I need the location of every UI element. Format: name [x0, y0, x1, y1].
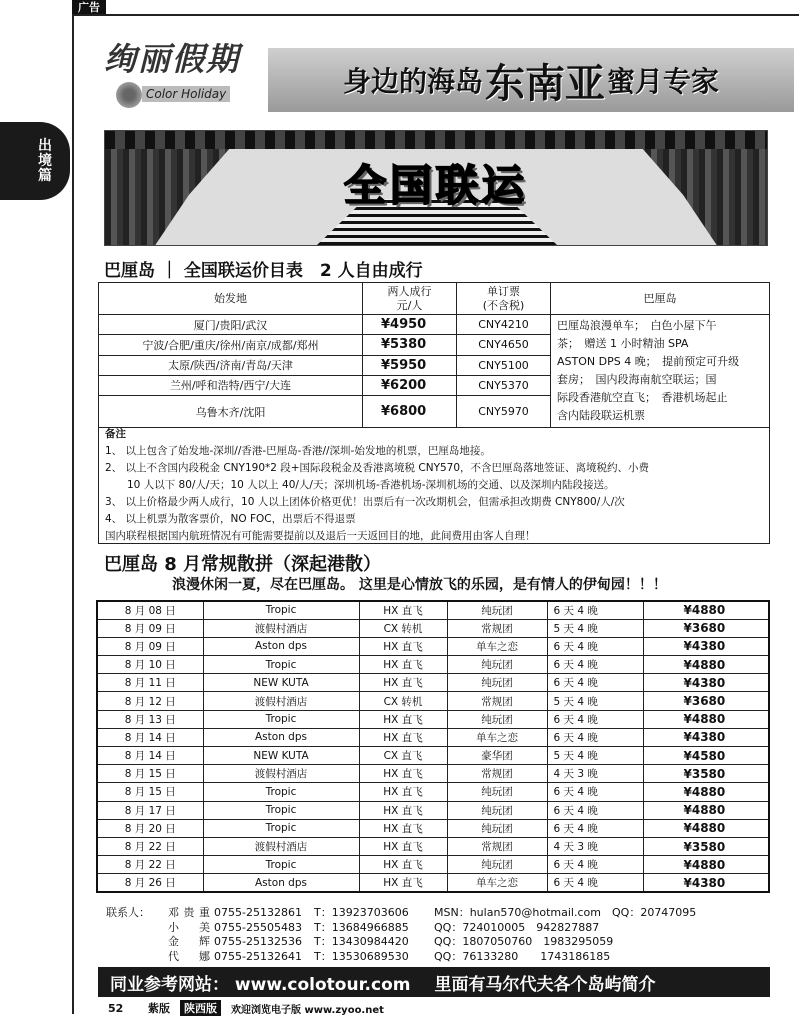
hotel-cell: 渡假村酒店 — [203, 619, 359, 637]
contact-mobile: T：13684966885 — [314, 920, 409, 934]
date-cell: 8 月 22 日 — [97, 856, 203, 874]
tour-type-cell: 纯玩团 — [447, 601, 547, 619]
tour-price-cell: ¥4880 — [643, 601, 769, 619]
page-footer — [108, 1000, 384, 1016]
price-cell: ¥6800 — [363, 396, 457, 428]
remark-line: 2、 以上不含国内段税金 CNY190*2 段+国际段税金及香港离境税 CNY570，不含巴厘岛落地签证、离境税约、小费 — [105, 462, 650, 474]
remark-line: 国内联程根据国内航班情况有可能需要提前以及退后一天返回目的地，此间费用由客人自理！ — [105, 530, 536, 542]
origin-cell: 厦门/贵阳/武汉 — [99, 315, 363, 335]
date-cell: 8 月 12 日 — [97, 692, 203, 710]
tour-type-cell: 纯玩团 — [447, 656, 547, 674]
hotel-cell: Tropic — [203, 783, 359, 801]
edition-label: 紫版 — [148, 1002, 170, 1015]
flight-cell: HX 直飞 — [359, 710, 447, 728]
hotel-cell: 渡假村酒店 — [203, 765, 359, 783]
footer-promo: 里面有马尔代夫各个岛屿简介 — [434, 974, 656, 995]
table-row — [97, 801, 769, 819]
date-cell: 8 月 15 日 — [97, 765, 203, 783]
tour-price-cell: ¥4380 — [643, 637, 769, 655]
note-line: 茶； 赠送 1 小时精油 SPA — [557, 337, 689, 350]
hotel-cell: Tropic — [203, 856, 359, 874]
duration-cell: 6 天 4 晚 — [547, 656, 643, 674]
col-header-ticket-l1: 单订票 — [487, 284, 520, 298]
origin-cell: 宁波/合肥/重庆/徐州/南京/成都/郑州 — [99, 335, 363, 355]
tour-price-cell: ¥4880 — [643, 801, 769, 819]
tour-type-cell: 纯玩团 — [447, 710, 547, 728]
flight-cell: HX 直飞 — [359, 874, 447, 892]
duration-cell: 6 天 4 晚 — [547, 801, 643, 819]
tour-type-cell: 纯玩团 — [447, 783, 547, 801]
flight-cell: CX 转机 — [359, 692, 447, 710]
side-tab-char: 篇 — [38, 167, 52, 184]
note-line: 巴厘岛浪漫单车； 白色小屋下午 — [557, 319, 717, 332]
contact-qq: QQ：20747095 — [612, 906, 697, 919]
col-header-price — [363, 283, 457, 315]
slogan-part: 蜜月专家 — [607, 65, 720, 98]
tour-price-cell: ¥4380 — [643, 674, 769, 692]
hotel-cell: NEW KUTA — [203, 747, 359, 765]
contact-row — [106, 950, 696, 965]
flight-cell: HX 直飞 — [359, 801, 447, 819]
tour-price-cell: ¥4880 — [643, 710, 769, 728]
contact-row — [106, 921, 696, 936]
date-cell: 8 月 22 日 — [97, 837, 203, 855]
package-notes — [551, 315, 770, 428]
page-number: 52 — [108, 1001, 124, 1015]
tour-price-cell: ¥4380 — [643, 874, 769, 892]
brand-logo — [94, 30, 254, 116]
edition-badge: 陕西版 — [180, 1000, 221, 1016]
origin-cell: 乌鲁木齐/沈阳 — [99, 396, 363, 428]
section-heading-price-list: 巴厘岛 ｜ 全国联运价目表 2 人自由成行 — [104, 261, 423, 281]
table-row — [97, 674, 769, 692]
slogan-highlight: 东南亚 — [485, 60, 605, 107]
price-cell: ¥6200 — [363, 375, 457, 395]
section-side-tab — [0, 122, 70, 200]
tour-slogan: 浪漫休闲一夏，尽在巴厘岛。 这里是心情放飞的乐园，是有情人的伊甸园！！！ — [172, 577, 667, 593]
contact-name: 代娜 — [168, 949, 210, 963]
logo-chinese-name: 绚丽假期 — [104, 40, 241, 78]
duration-cell: 5 天 4 晚 — [547, 619, 643, 637]
table-row — [97, 874, 769, 892]
tour-price-cell: ¥4880 — [643, 856, 769, 874]
remark-line: 3、 以上价格最少两人成行，10 人以上团体价格更优！出票后有一次改期机会，但需承担改期费 CNY800/人/次 — [105, 496, 625, 508]
e-edition-promo: 欢迎浏览电子版 www.zyoo.net — [231, 1004, 384, 1016]
duration-cell: 6 天 4 晚 — [547, 637, 643, 655]
duration-cell: 4 天 3 晚 — [547, 837, 643, 855]
contact-im: QQ：724010005 942827887 — [434, 920, 600, 934]
slogan-bar — [268, 48, 794, 112]
date-cell: 8 月 09 日 — [97, 637, 203, 655]
price-cell: ¥5950 — [363, 355, 457, 375]
date-cell: 8 月 15 日 — [97, 783, 203, 801]
remark-line: 1、 以上包含了始发地-深圳//香港-巴厘岛-香港//深圳-始发地的机票，巴厘岛地接。 — [105, 445, 491, 457]
origin-cell: 兰州/呼和浩特/西宁/大连 — [99, 375, 363, 395]
heart-icon — [116, 82, 142, 108]
curtain-valance — [105, 131, 767, 149]
ad-header — [88, 20, 794, 120]
contact-row — [106, 935, 696, 950]
duration-cell: 6 天 4 晚 — [547, 783, 643, 801]
hotel-cell: 渡假村酒店 — [203, 837, 359, 855]
contact-im: MSN：hulan570@hotmail.com — [434, 906, 601, 919]
remark-line: 10 人以下 80/人/天；10 人以上 40/人/天；深圳机场-香港机场-深圳机场的交通、以及深圳内陆段接送。 — [127, 479, 615, 491]
table-row — [97, 728, 769, 746]
footer-website-bar — [98, 967, 770, 997]
col-header-origin: 始发地 — [99, 283, 363, 315]
flight-cell: HX 直飞 — [359, 674, 447, 692]
price-cell: ¥4950 — [363, 315, 457, 335]
tour-price-cell: ¥4580 — [643, 747, 769, 765]
date-cell: 8 月 08 日 — [97, 601, 203, 619]
hotel-cell: Tropic — [203, 601, 359, 619]
flight-cell: HX 直飞 — [359, 601, 447, 619]
flight-cell: HX 直飞 — [359, 856, 447, 874]
tour-type-cell: 纯玩团 — [447, 819, 547, 837]
hotel-cell: NEW KUTA — [203, 674, 359, 692]
date-cell: 8 月 26 日 — [97, 874, 203, 892]
ticket-cell: CNY5370 — [457, 375, 551, 395]
tour-type-cell: 单车之恋 — [447, 874, 547, 892]
hotel-cell: 渡假村酒店 — [203, 692, 359, 710]
date-cell: 8 月 17 日 — [97, 801, 203, 819]
table-row — [97, 710, 769, 728]
contact-mobile: T：13430984420 — [314, 935, 409, 948]
side-tab-char: 境 — [38, 152, 52, 169]
contact-label: 联系人： — [106, 906, 150, 919]
hotel-cell: Aston dps — [203, 637, 359, 655]
stage-banner — [104, 130, 768, 246]
table-row — [97, 637, 769, 655]
date-cell: 8 月 20 日 — [97, 819, 203, 837]
price-cell: ¥5380 — [363, 335, 457, 355]
table-row — [97, 692, 769, 710]
duration-cell: 6 天 4 晚 — [547, 874, 643, 892]
date-cell: 8 月 14 日 — [97, 747, 203, 765]
flight-cell: HX 直飞 — [359, 783, 447, 801]
duration-cell: 6 天 4 晚 — [547, 674, 643, 692]
contact-phone: 0755-25505483 — [214, 920, 302, 934]
logo-english-name: Color Holiday — [142, 86, 230, 102]
table-row — [97, 619, 769, 637]
tour-type-cell: 豪华团 — [447, 747, 547, 765]
tour-price-cell: ¥4880 — [643, 819, 769, 837]
table-row — [99, 315, 770, 335]
contact-im: QQ：1807050760 1983295059 — [434, 935, 614, 948]
table-row — [97, 747, 769, 765]
tour-price-cell: ¥4880 — [643, 656, 769, 674]
note-line: ASTON DPS 4 晚； 提前预定可升级 — [557, 355, 740, 368]
hotel-cell: Tropic — [203, 819, 359, 837]
contact-row — [106, 906, 696, 921]
flight-cell: HX 直飞 — [359, 837, 447, 855]
col-header-ticket — [457, 283, 551, 315]
flight-cell: HX 直飞 — [359, 765, 447, 783]
origin-cell: 太原/陕西/济南/青岛/天津 — [99, 355, 363, 375]
remarks-title: 备注 — [105, 428, 126, 440]
tour-price-cell: ¥3680 — [643, 619, 769, 637]
tour-type-cell: 纯玩团 — [447, 674, 547, 692]
date-cell: 8 月 11 日 — [97, 674, 203, 692]
date-cell: 8 月 09 日 — [97, 619, 203, 637]
hotel-cell: Aston dps — [203, 728, 359, 746]
flight-cell: HX 直飞 — [359, 656, 447, 674]
note-line: 际段香港航空直飞； 香港机场起止 — [557, 391, 728, 404]
table-row — [97, 765, 769, 783]
hotel-cell: Tropic — [203, 656, 359, 674]
col-header-bali: 巴厘岛 — [551, 283, 770, 315]
price-table — [98, 282, 770, 428]
duration-cell: 6 天 4 晚 — [547, 819, 643, 837]
tour-type-cell: 常规团 — [447, 765, 547, 783]
duration-cell: 6 天 4 晚 — [547, 710, 643, 728]
tour-type-cell: 单车之恋 — [447, 728, 547, 746]
tour-type-cell: 纯玩团 — [447, 856, 547, 874]
flight-cell: CX 直飞 — [359, 747, 447, 765]
ad-tag: 广告 — [72, 0, 106, 16]
date-cell: 8 月 14 日 — [97, 728, 203, 746]
duration-cell: 5 天 4 晚 — [547, 747, 643, 765]
section-heading-august-tours: 巴厘岛 8 月常规散拼（深起港散） — [104, 554, 382, 575]
contact-phone: 0755-25132641 — [214, 949, 302, 963]
hotel-cell: Tropic — [203, 710, 359, 728]
tour-type-cell: 常规团 — [447, 619, 547, 637]
contact-phone: 0755-25132536 — [214, 935, 302, 948]
ticket-cell: CNY5100 — [457, 355, 551, 375]
table-row — [97, 783, 769, 801]
tour-type-cell: 常规团 — [447, 692, 547, 710]
table-row — [97, 656, 769, 674]
note-line: 套房； 国内段海南航空联运；国 — [557, 373, 717, 386]
tour-price-cell: ¥3580 — [643, 837, 769, 855]
tour-type-cell: 单车之恋 — [447, 637, 547, 655]
col-header-ticket-l2: (不含税) — [482, 298, 525, 312]
tour-price-cell: ¥3580 — [643, 765, 769, 783]
contact-name: 邓贵重 — [168, 906, 210, 919]
ticket-cell: CNY4650 — [457, 335, 551, 355]
table-row — [97, 856, 769, 874]
table-row — [97, 601, 769, 619]
col-header-price-l2: 元/人 — [396, 298, 423, 312]
slogan-part: 身边的海岛 — [342, 65, 483, 98]
duration-cell: 6 天 4 晚 — [547, 728, 643, 746]
contact-list — [106, 906, 696, 964]
tour-price-cell: ¥3680 — [643, 692, 769, 710]
note-line: 含内陆段联运机票 — [557, 409, 645, 422]
hotel-cell: Aston dps — [203, 874, 359, 892]
side-tab-char: 出 — [38, 137, 52, 154]
date-cell: 8 月 10 日 — [97, 656, 203, 674]
remark-line: 4、 以上机票为散客票价，NO FOC，出票后不得退票 — [105, 513, 356, 525]
contact-mobile: T：13530689530 — [314, 949, 409, 963]
remarks-box — [98, 424, 770, 544]
tour-price-cell: ¥4880 — [643, 783, 769, 801]
flight-cell: HX 直飞 — [359, 819, 447, 837]
ticket-cell: CNY4210 — [457, 315, 551, 335]
contact-phone: 0755-25132861 — [214, 906, 302, 919]
duration-cell: 6 天 4 晚 — [547, 601, 643, 619]
contact-name: 小美 — [168, 920, 210, 934]
hotel-cell: Tropic — [203, 801, 359, 819]
flight-cell: HX 直飞 — [359, 728, 447, 746]
website-link[interactable]: 同业参考网站： www.colotour.com — [110, 974, 411, 995]
duration-cell: 6 天 4 晚 — [547, 856, 643, 874]
tour-price-cell: ¥4380 — [643, 728, 769, 746]
table-row — [97, 819, 769, 837]
ticket-cell: CNY5970 — [457, 396, 551, 428]
banner-title: 全国联运 — [343, 161, 528, 210]
flight-cell: HX 直飞 — [359, 637, 447, 655]
tour-schedule-table — [96, 600, 770, 893]
date-cell: 8 月 13 日 — [97, 710, 203, 728]
tour-type-cell: 纯玩团 — [447, 801, 547, 819]
duration-cell: 4 天 3 晚 — [547, 765, 643, 783]
flight-cell: CX 转机 — [359, 619, 447, 637]
contact-name: 金辉 — [168, 935, 210, 948]
contact-mobile: T：13923703606 — [314, 906, 409, 919]
col-header-price-l1: 两人成行 — [387, 284, 432, 298]
table-row — [97, 837, 769, 855]
tour-type-cell: 常规团 — [447, 837, 547, 855]
duration-cell: 5 天 4 晚 — [547, 692, 643, 710]
contact-im: QQ：76133280 1743186185 — [434, 949, 611, 963]
